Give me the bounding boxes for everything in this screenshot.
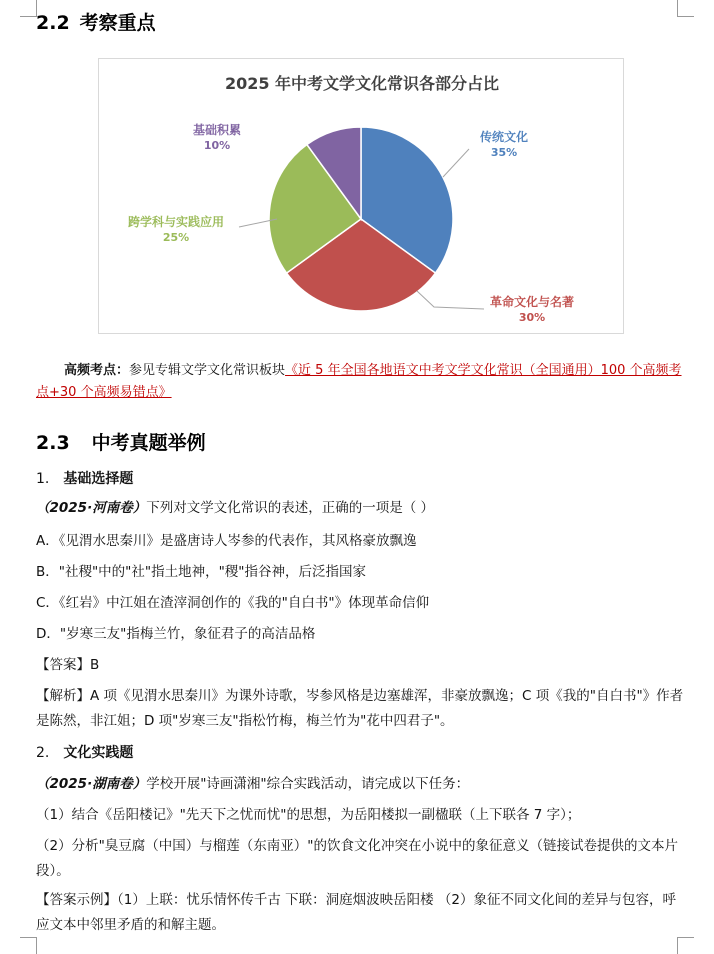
slice-label-interdisciplinary [113, 214, 239, 246]
question-stem: 下列对文学文化常识的表述，正确的一项是（ ） [146, 500, 434, 516]
slice-label-foundation [181, 122, 253, 154]
section-heading-2-3 [36, 428, 206, 455]
slice-label-traditional [469, 129, 539, 161]
question-1-answer: 【答案】B [36, 657, 100, 673]
pie-chart [98, 58, 624, 334]
question-2-answer: 【答案示例】（1）上联：忧乐情怀传千古 下联：洞庭烟波映岳阳楼 （2）象征不同文化间的差异与包容，呼应文本中邻里矛盾的和解主题。 [36, 892, 677, 933]
question-2-task-2: （2）分析"臭豆腐（中国）与榴莲（东南亚）"的饮食文化冲突在小说中的象征意义（链接试卷提供的文本片段）。 [36, 838, 679, 879]
slice-label-percent: 30% [518, 311, 546, 324]
question-2-stem [36, 772, 686, 797]
question-number: 1. [36, 471, 50, 487]
question-1-heading [36, 468, 133, 488]
album-link[interactable]: 《近 5 年全国各地语文中考文学文化常识（全国通用）100 个高频考点+30 个高频易错点》 [36, 363, 682, 400]
slice-label-revolution [477, 294, 587, 326]
high-frequency-label: 高频考点： [64, 363, 130, 378]
option-a: A．《见渭水思秦川》是盛唐诗人岑参的代表作，其风格豪放飘逸 [36, 533, 417, 549]
question-stem: 学校开展"诗画潇湘"综合实践活动，请完成以下任务： [146, 776, 470, 792]
section-title: 考察重点 [79, 12, 156, 34]
question-2-task-1: （1）结合《岳阳楼记》"先天下之忧而忧"的思想，为岳阳楼拟一副楹联（上下联各 7 字）； [36, 807, 581, 823]
option-d: D．"岁寒三友"指梅兰竹，象征君子的高洁品格 [36, 626, 316, 642]
slice-label-percent: 35% [490, 146, 518, 159]
question-source: （2025·河南卷） [36, 500, 147, 516]
option-c: C．《红岩》中江姐在渣滓洞创作的《我的"自白书"》体现革命信仰 [36, 595, 430, 611]
high-frequency-text: 参见专辑文学文化常识板块 [129, 363, 286, 378]
question-title: 文化实践题 [63, 745, 134, 761]
chart-title: 2025 年中考文学文化常识各部分占比 [224, 74, 500, 93]
question-title: 基础选择题 [63, 471, 134, 487]
section-number: 2.2 [36, 12, 70, 34]
slice-label-name: 跨学科与实践应用 [127, 215, 224, 229]
high-frequency-note [36, 360, 686, 404]
section-heading-2-2 [36, 8, 156, 35]
section-number: 2.3 [36, 432, 70, 454]
question-1-analysis: 【解析】A 项《见渭水思秦川》为课外诗歌，岑参风格是边塞雄浑，非豪放飘逸；C 项《我的"自白书"》作者是陈然，非江姐；D 项"岁寒三友"指松竹梅，梅兰竹为"花中四君子"。 [36, 688, 684, 729]
question-number: 2. [36, 745, 50, 761]
slice-label-percent: 25% [162, 231, 190, 244]
slice-label-percent: 10% [203, 139, 231, 152]
page-corner-mark [677, 937, 694, 954]
question-2-heading [36, 742, 133, 762]
option-b: B．"社稷"中的"社"指土地神，"稷"指谷神，后泛指国家 [36, 564, 367, 580]
question-1-stem [36, 496, 686, 521]
page-corner-mark [20, 0, 37, 17]
slice-label-name: 革命文化与名著 [489, 295, 574, 309]
question-source: （2025·湖南卷） [36, 776, 147, 792]
page-corner-mark [677, 0, 694, 17]
slice-label-name: 传统文化 [479, 130, 528, 144]
slice-label-name: 基础积累 [192, 123, 241, 137]
leader-line [417, 291, 484, 309]
section-title: 中考真题举例 [91, 432, 206, 454]
page-corner-mark [20, 937, 37, 954]
leader-line [443, 149, 469, 177]
